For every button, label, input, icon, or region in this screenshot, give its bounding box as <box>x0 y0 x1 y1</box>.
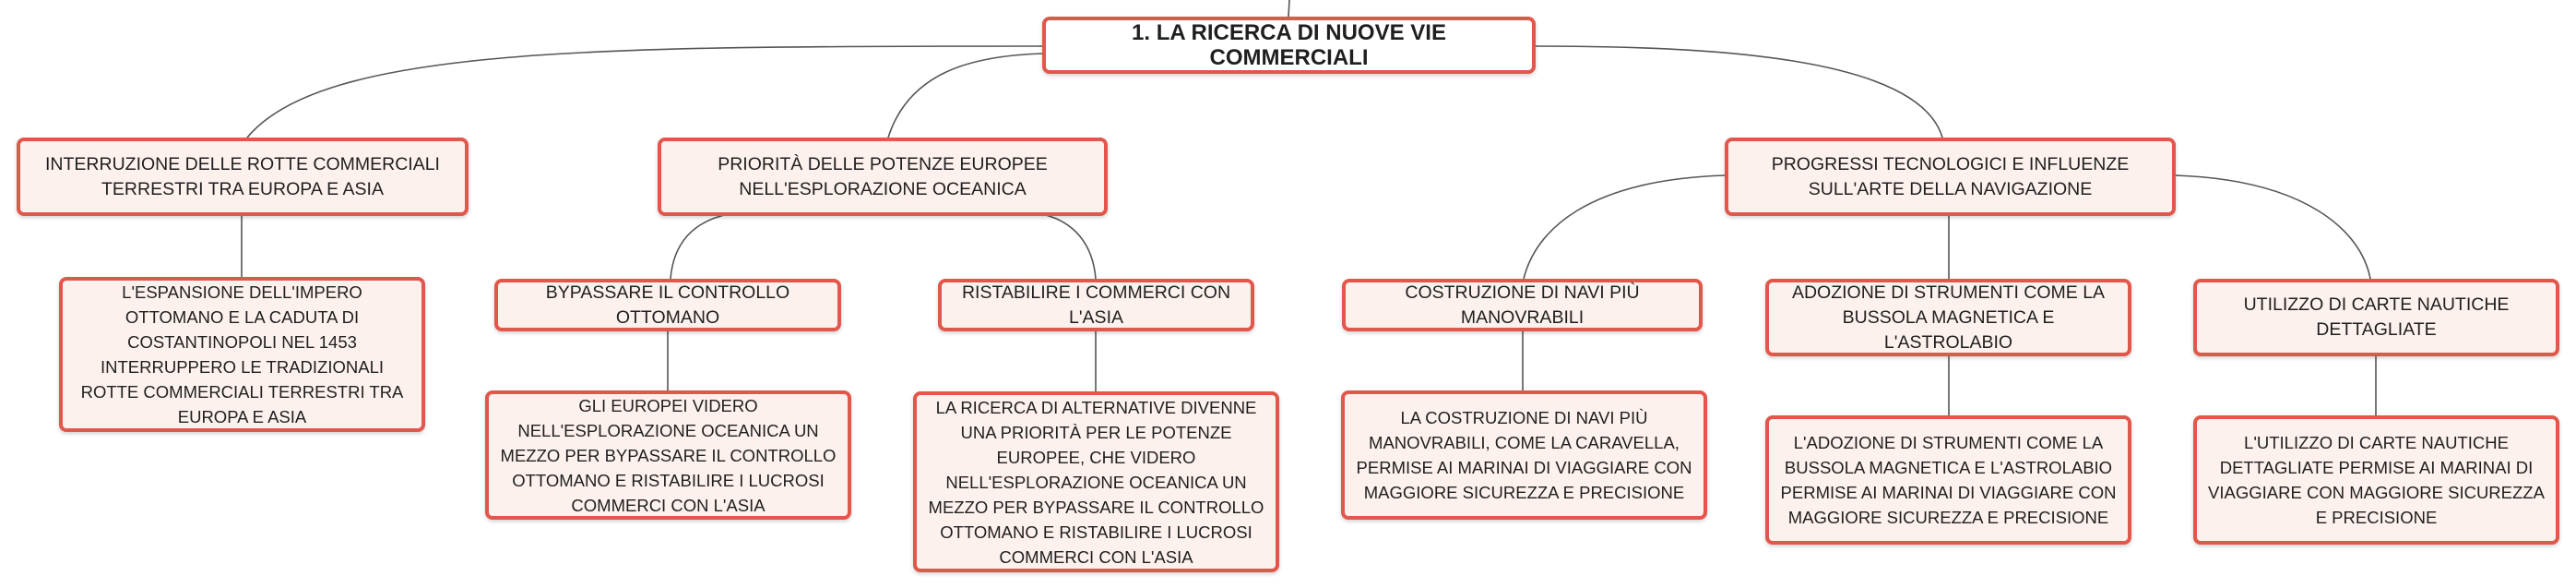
subtopic-utilizzo-carte[interactable]: UTILIZZO DI CARTE NAUTICHE DETTAGLIATE <box>2193 279 2559 356</box>
detail-europei-esplorazione[interactable]: GLI EUROPEI VIDERO NELL'ESPLORAZIONE OCEANICA UN MEZZO PER BYPASSARE IL CONTROLLO OTTOMANO E RISTABILIRE I LUCROSI COMMERCI CON L'ASIA <box>485 390 851 520</box>
detail-utilizzo-carte[interactable]: L'UTILIZZO DI CARTE NAUTICHE DETTAGLIATE PERMISE AI MARINAI DI VIAGGIARE CON MAGGIORE SICUREZZA E PRECISIONE <box>2193 415 2559 545</box>
detail-adozione-strumenti[interactable]: L'ADOZIONE DI STRUMENTI COME LA BUSSOLA MAGNETICA E L'ASTROLABIO PERMISE AI MARINAI DI VIAGGIARE CON MAGGIORE SICUREZZA E PRECISIONE <box>1765 415 2131 545</box>
subtopic-adozione-strumenti[interactable]: ADOZIONE DI STRUMENTI COME LA BUSSOLA MAGNETICA E L'ASTROLABIO <box>1765 279 2131 356</box>
subtopic-ristabilire-commerci[interactable]: RISTABILIRE I COMMERCI CON L'ASIA <box>938 279 1254 331</box>
root-topic[interactable]: 1. LA RICERCA DI NUOVE VIE COMMERCIALI <box>1042 17 1536 74</box>
topic-progressi-tecnologici[interactable]: PROGRESSI TECNOLOGICI E INFLUENZE SULL'ARTE DELLA NAVIGAZIONE <box>1725 138 2176 216</box>
detail-costruzione-navi[interactable]: LA COSTRUZIONE DI NAVI PIÙ MANOVRABILI, COME LA CARAVELLA, PERMISE AI MARINAI DI VIAGGIARE CON MAGGIORE SICUREZZA E PRECISIONE <box>1341 390 1707 520</box>
topic-interruzione-rotte[interactable]: INTERRUZIONE DELLE ROTTE COMMERCIALI TERRESTRI TRA EUROPA E ASIA <box>17 138 469 216</box>
detail-ricerca-alternative[interactable]: LA RICERCA DI ALTERNATIVE DIVENNE UNA PRIORITÀ PER LE POTENZE EUROPEE, CHE VIDERO NELL'ESPLORAZIONE OCEANICA UN MEZZO PER BYPASSARE IL CONTROLLO OTTOMANO E RISTABILIRE I LUCROSI COMMERCI CON L'ASIA <box>913 391 1279 572</box>
topic-priorita-potenze-europee[interactable]: PRIORITÀ DELLE POTENZE EUROPEE NELL'ESPLORAZIONE OCEANICA <box>658 138 1108 216</box>
subtopic-bypassare-controllo[interactable]: BYPASSARE IL CONTROLLO OTTOMANO <box>494 279 841 331</box>
detail-espansione-impero-ottomano[interactable]: L'ESPANSIONE DELL'IMPERO OTTOMANO E LA CADUTA DI COSTANTINOPOLI NEL 1453 INTERRUPPERO LE TRADIZIONALI ROTTE COMMERCIALI TERRESTRI TRA EUROPA E ASIA <box>59 277 425 432</box>
subtopic-costruzione-navi[interactable]: COSTRUZIONE DI NAVI PIÙ MANOVRABILI <box>1342 279 1703 331</box>
